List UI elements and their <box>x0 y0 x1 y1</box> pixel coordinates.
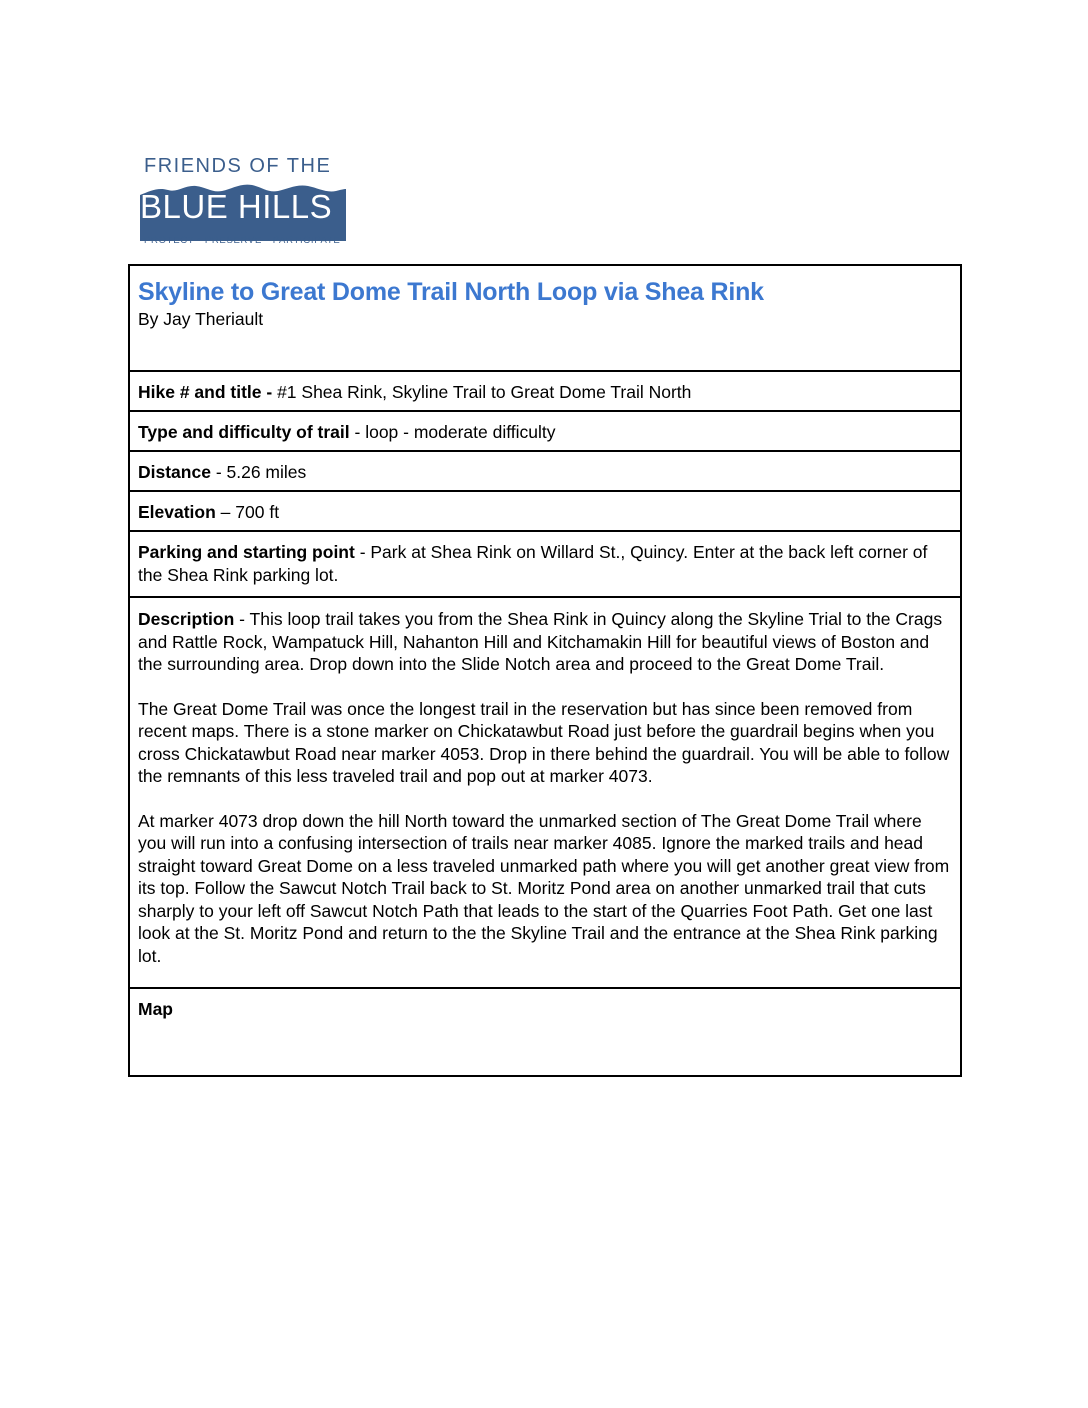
logo-line-2: BLUE HILLS <box>140 188 333 225</box>
title-row <box>130 266 960 370</box>
elevation-row <box>130 490 960 530</box>
description-paragraph-1 <box>138 608 952 676</box>
description-row <box>130 596 960 987</box>
distance-label: Distance <box>138 462 211 482</box>
elevation-label: Elevation <box>138 502 216 522</box>
logo-tagline: PROTECT • PRESERVE • PARTICIPATE <box>144 235 341 246</box>
parking-label: Parking and starting point <box>138 542 355 562</box>
distance-value: - 5.26 miles <box>210 462 307 482</box>
trail-title: Skyline to Great Dome Trail North Loop via Shea Rink <box>138 278 764 306</box>
description-paragraph-2: The Great Dome Trail was once the longest trail in the reservation but has since been removed from recent maps. There is a stone marker on Chickatawbut Road just before the guardrail begins when you cross Chickatawbut Road near marker 4053. Drop in there behind the guardrail. You will be able to follow the remnants of this less traveled trail and pop out at marker 4073. <box>138 698 950 786</box>
logo-line-1: FRIENDS OF THE <box>144 155 332 177</box>
description-text-1: - This loop trail takes you from the Shea Rink in Quincy along the Skyline Trial to the Crags and Rattle Rock, Wampatuck Hill, Nahanton Hill and Kitchamakin Hill for beautiful views of Boston and the surrounding area. Drop down into the Slide Notch area and proceed to the Great Dome Trail. <box>138 609 943 674</box>
trail-type-label: Type and difficulty of trail <box>138 422 350 442</box>
friends-of-blue-hills-logo <box>140 155 350 250</box>
parking-row <box>130 530 960 596</box>
description-label: Description <box>138 609 235 629</box>
hike-title-row <box>130 370 960 410</box>
map-row <box>130 987 960 1075</box>
elevation-value: – 700 ft <box>215 502 280 522</box>
hike-title-value: #1 Shea Rink, Skyline Trail to Great Dome Trail North <box>272 382 692 402</box>
distance-row <box>130 450 960 490</box>
trail-type-row <box>130 410 960 450</box>
trail-type-value: - loop - moderate difficulty <box>349 422 556 442</box>
trail-author: By Jay Theriault <box>138 309 264 329</box>
hike-title-label: Hike # and title - <box>138 382 273 402</box>
description-paragraph-3: At marker 4073 drop down the hill North toward the unmarked section of The Great Dome Trail where you will run into a confusing intersection of trails near marker 4085. Ignore the marked trails and head straight toward Great Dome on a less traveled unmarked path where you will get another great view from its top. Follow the Sawcut Notch Trail back to St. Moritz Pond area on another unmarked trail that cuts sharply to your left off Sawcut Notch Path that leads to the start of the Quarries Foot Path. Get one last look at the St. Moritz Pond and return to the the Skyline Trail and the entrance at the Shea Rink parking lot. <box>138 810 950 966</box>
trail-info-table <box>128 264 962 1077</box>
map-label: Map <box>138 999 173 1019</box>
parking-value: - Park at Shea Rink on Willard St., Quincy. Enter at the back left corner of the Shea Rink parking lot. <box>138 542 928 585</box>
